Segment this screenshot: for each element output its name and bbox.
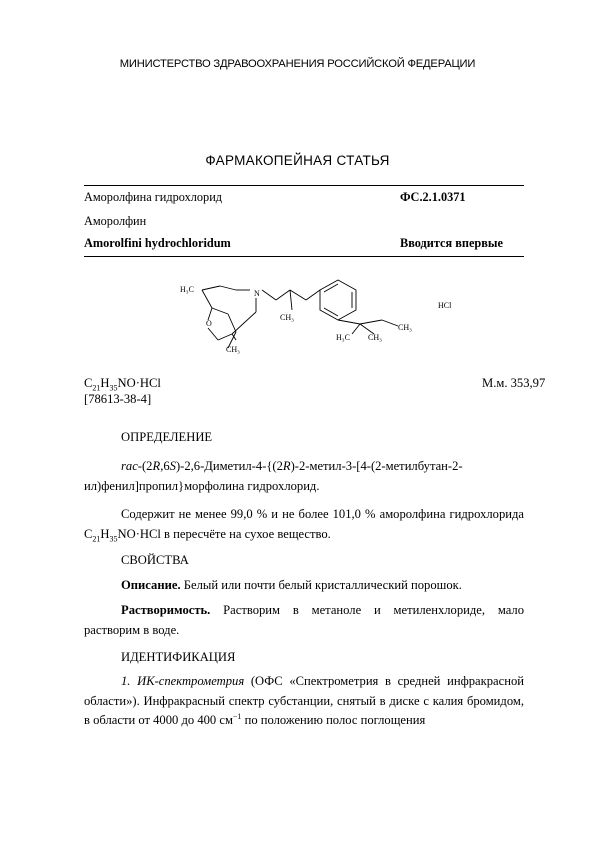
ch3-ethyl-label: CH₃ [398,323,412,332]
substance-name-ru: Аморолфина гидрохлорид [84,190,223,204]
header-bottom-rule [84,256,524,257]
ch3-chain-label: CH₃ [280,313,294,322]
document-title: ФАРМАКОПЕЙНАЯ СТАТЬЯ [205,153,390,168]
header-top-rule [84,185,524,186]
cas-number: [78613-38-4] [84,392,152,406]
description-text: Описание. Белый или почти белый кристаллический порошок. [121,578,462,592]
hcl-label: HCl [438,301,452,310]
identification-heading: ИДЕНТИФИКАЦИЯ [121,650,236,664]
substance-name-latin: Amorolfini hydrochloridum [84,236,231,250]
substance-name-short: Аморолфин [84,214,147,228]
h3c-label-top: H₃C [180,285,194,294]
properties-heading: СВОЙСТВА [121,553,189,567]
oxygen-label: O [206,319,212,328]
h3c-label-bottom: H₃C [336,333,350,342]
molecular-formula: $C_{21}H_{35}NO\cdot HCl$ [84,376,161,393]
nitrogen-label: N [254,289,260,298]
ch3-label-bottom: CH₃ [368,333,382,342]
ir-spectrometry-text: 1. ИК-спектрометрия (ОФС «Спектрометрия в средней инфракрасной области»). Инфракрасный спектр субстанции, снятый в диске с калия бромидом, в области от 4000 до 400 $см^{-1}$ по положению полос поглощения [84,674,524,727]
definition-heading: ОПРЕДЕЛЕНИЕ [121,430,213,444]
ministry-heading: МИНИСТЕРСТВО ЗДРАВООХРАНЕНИЯ РОССИЙСКОЙ ФЕДЕРАЦИИ [119,58,476,70]
article-code: ФС.2.1.0371 [400,190,466,204]
definition-text: rac-(2R,6S)-2,6-Диметил-4-{(2R)-2-метил-3-[4-(2-метилбутан-2-ил)фенил]пропил}морфолина гидрохлорид. [84,459,463,493]
content-text: Содержит не менее 99,0 % и не более 101,0 % аморолфина гидрохлорида $C_{21}H_{35}NO\cdot HCl$ в пересчёте на сухое вещество. [84,507,524,544]
structural-formula [170,268,470,358]
ch3-ring-label: CH₃ [226,345,240,354]
solubility-text: Растворимость. Растворим в метаноле и метиленхлориде, мало растворим в воде. [84,603,524,637]
introduction-status: Вводится впервые [400,236,503,250]
molecular-weight: М.м. 353,97 [482,376,546,390]
